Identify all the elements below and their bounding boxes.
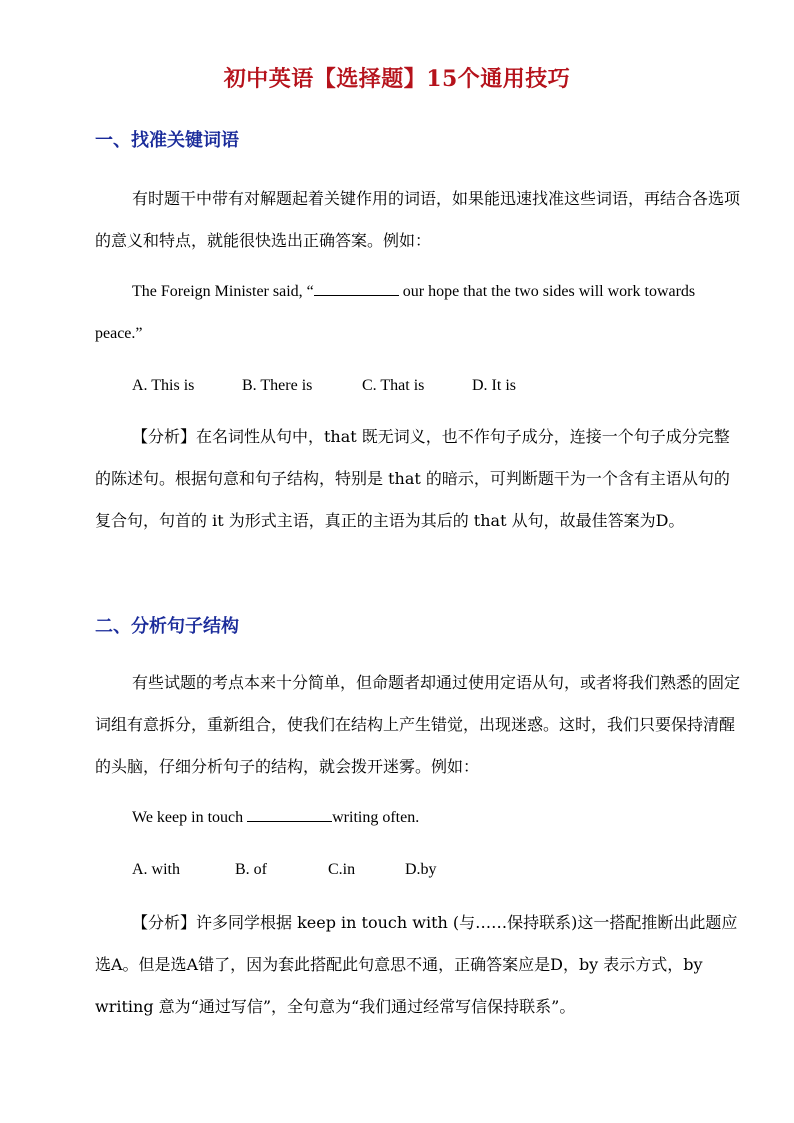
section2-analysis: 【分析】许多同学根据 keep in touch with (与……保持联系)这一搭配推断出此题应选A。但是选A错了，因为套此搭配此句意思不通，正确答案应是D，by 表示方式，by writing 意为“通过写信”，全句意为“我们通过经常写信保持联系”。: [95, 913, 738, 1016]
section1-analysis: 【分析】在名词性从句中，that 既无词义，也不作句子成分，连接一个句子成分完整的陈述句。根据句意和句子结构，特别是 that 的暗示，可判断题干为一个含有主语从句的复合句，句首的 it 为形式主语，真正的主语为其后的 that 从句，故最佳答案为D。: [95, 427, 730, 530]
option-a: A. with: [132, 861, 180, 878]
section-heading-1: 一、找准关键词语: [95, 130, 239, 151]
option-c: C. That is: [362, 377, 425, 394]
option-b: B. There is: [242, 377, 313, 394]
question-text-pre: The Foreign Minister said, “: [132, 283, 314, 300]
question-text-pre: We keep in touch: [132, 809, 248, 826]
section-heading-2: 二、分析句子结构: [95, 616, 239, 637]
option-b: B. of: [235, 861, 267, 878]
option-d: D.by: [405, 861, 437, 878]
page-title: 初中英语【选择题】15个通用技巧: [223, 66, 571, 92]
option-c: C.in: [328, 861, 356, 878]
section1-question: [95, 271, 745, 355]
answer-blank: [314, 279, 399, 296]
question-text-post: our hope that the two sides will work towards peace.”: [95, 283, 696, 342]
option-a: A. This is: [132, 377, 195, 394]
option-d: D. It is: [472, 377, 516, 394]
answer-blank: [247, 805, 332, 822]
question-text-post: writing often.: [332, 809, 420, 826]
section2-question: [95, 797, 745, 839]
section1-intro: 有时题干中带有对解题起着关键作用的词语，如果能迅速找准这些词语，再结合各选项的意义和特点，就能很快选出正确答案。例如：: [95, 189, 741, 250]
section2-intro: 有些试题的考点本来十分简单，但命题者却通过使用定语从句，或者将我们熟悉的固定词组有意拆分，重新组合，使我们在结构上产生错觉，出现迷惑。这时，我们只要保持清醒的头脑，仔细分析句子的结构，就会拨开迷雾。例如：: [95, 673, 741, 776]
